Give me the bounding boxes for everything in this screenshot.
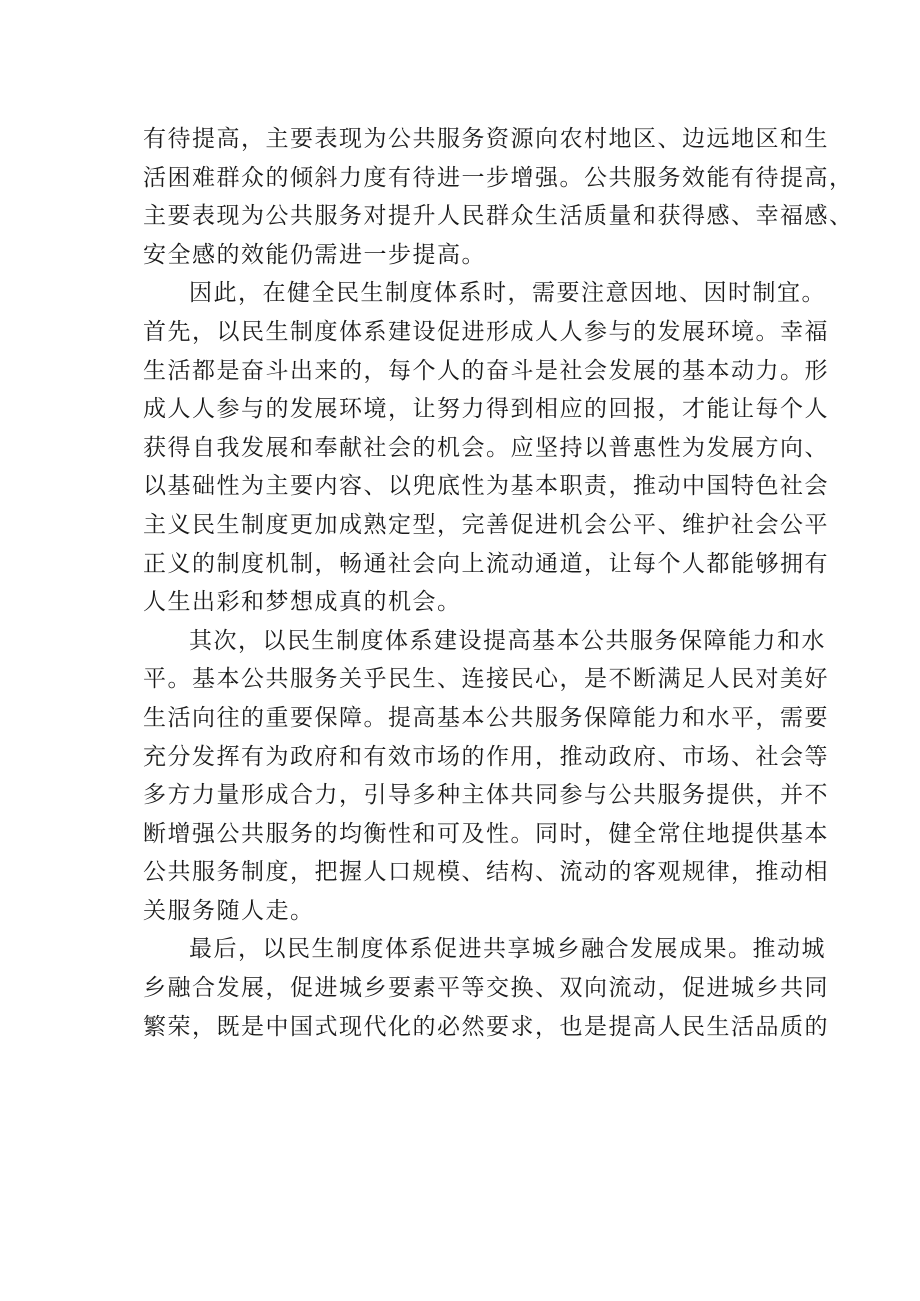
text-line: 活困难群众的倾斜力度有待进一步增强。公共服务效能有待提高， <box>143 164 854 191</box>
paragraph-first-line: 最后，以民生制度体系促进共享城乡融合发展成果。推动城 <box>189 936 826 963</box>
text-line: 人生出彩和梦想成真的机会。 <box>143 589 462 616</box>
text-line: 充分发挥有为政府和有效市场的作用，推动政府、市场、社会等 <box>143 743 829 770</box>
text-line: 生活都是奋斗出来的，每个人的奋斗是社会发展的基本动力。形 <box>143 357 829 384</box>
text-line: 主要表现为公共服务对提升人民群众生活质量和获得感、幸福感、 <box>143 203 854 230</box>
paragraph-first-line: 其次，以民生制度体系建设提高基本公共服务保障能力和水 <box>189 627 826 654</box>
text-line: 平。基本公共服务关乎民生、连接民心，是不断满足人民对美好 <box>143 666 829 693</box>
text-line: 正义的制度机制，畅通社会向上流动通道，让每个人都能够拥有 <box>143 550 829 577</box>
text-line: 公共服务制度，把握人口规模、结构、流动的客观规律，推动相 <box>143 859 829 886</box>
text-line: 成人人参与的发展环境，让努力得到相应的回报，才能让每个人 <box>143 396 829 423</box>
text-line: 生活向往的重要保障。提高基本公共服务保障能力和水平，需要 <box>143 704 829 731</box>
text-line: 获得自我发展和奉献社会的机会。应坚持以普惠性为发展方向、 <box>143 434 829 461</box>
text-line: 关服务随人走。 <box>143 897 315 924</box>
text-line: 多方力量形成合力，引导多种主体共同参与公共服务提供，并不 <box>143 782 829 809</box>
text-line: 以基础性为主要内容、以兜底性为基本职责，推动中国特色社会 <box>143 473 829 500</box>
text-line: 断增强公共服务的均衡性和可及性。同时，健全常住地提供基本 <box>143 820 829 847</box>
paragraph-first-line: 因此，在健全民生制度体系时，需要注意因地、因时制宜。 <box>189 280 826 307</box>
text-line: 乡融合发展，促进城乡要素平等交换、双向流动，促进城乡共同 <box>143 975 829 1002</box>
text-line: 主义民生制度更加成熟定型，完善促进机会公平、维护社会公平 <box>143 511 829 538</box>
text-line: 安全感的效能仍需进一步提高。 <box>143 241 486 268</box>
text-line: 首先，以民生制度体系建设促进形成人人参与的发展环境。幸福 <box>143 318 829 345</box>
text-line: 有待提高，主要表现为公共服务资源向农村地区、边远地区和生 <box>143 126 829 152</box>
text-line: 繁荣，既是中国式现代化的必然要求，也是提高人民生活品质的 <box>143 1013 829 1040</box>
article-body <box>143 120 854 1046</box>
